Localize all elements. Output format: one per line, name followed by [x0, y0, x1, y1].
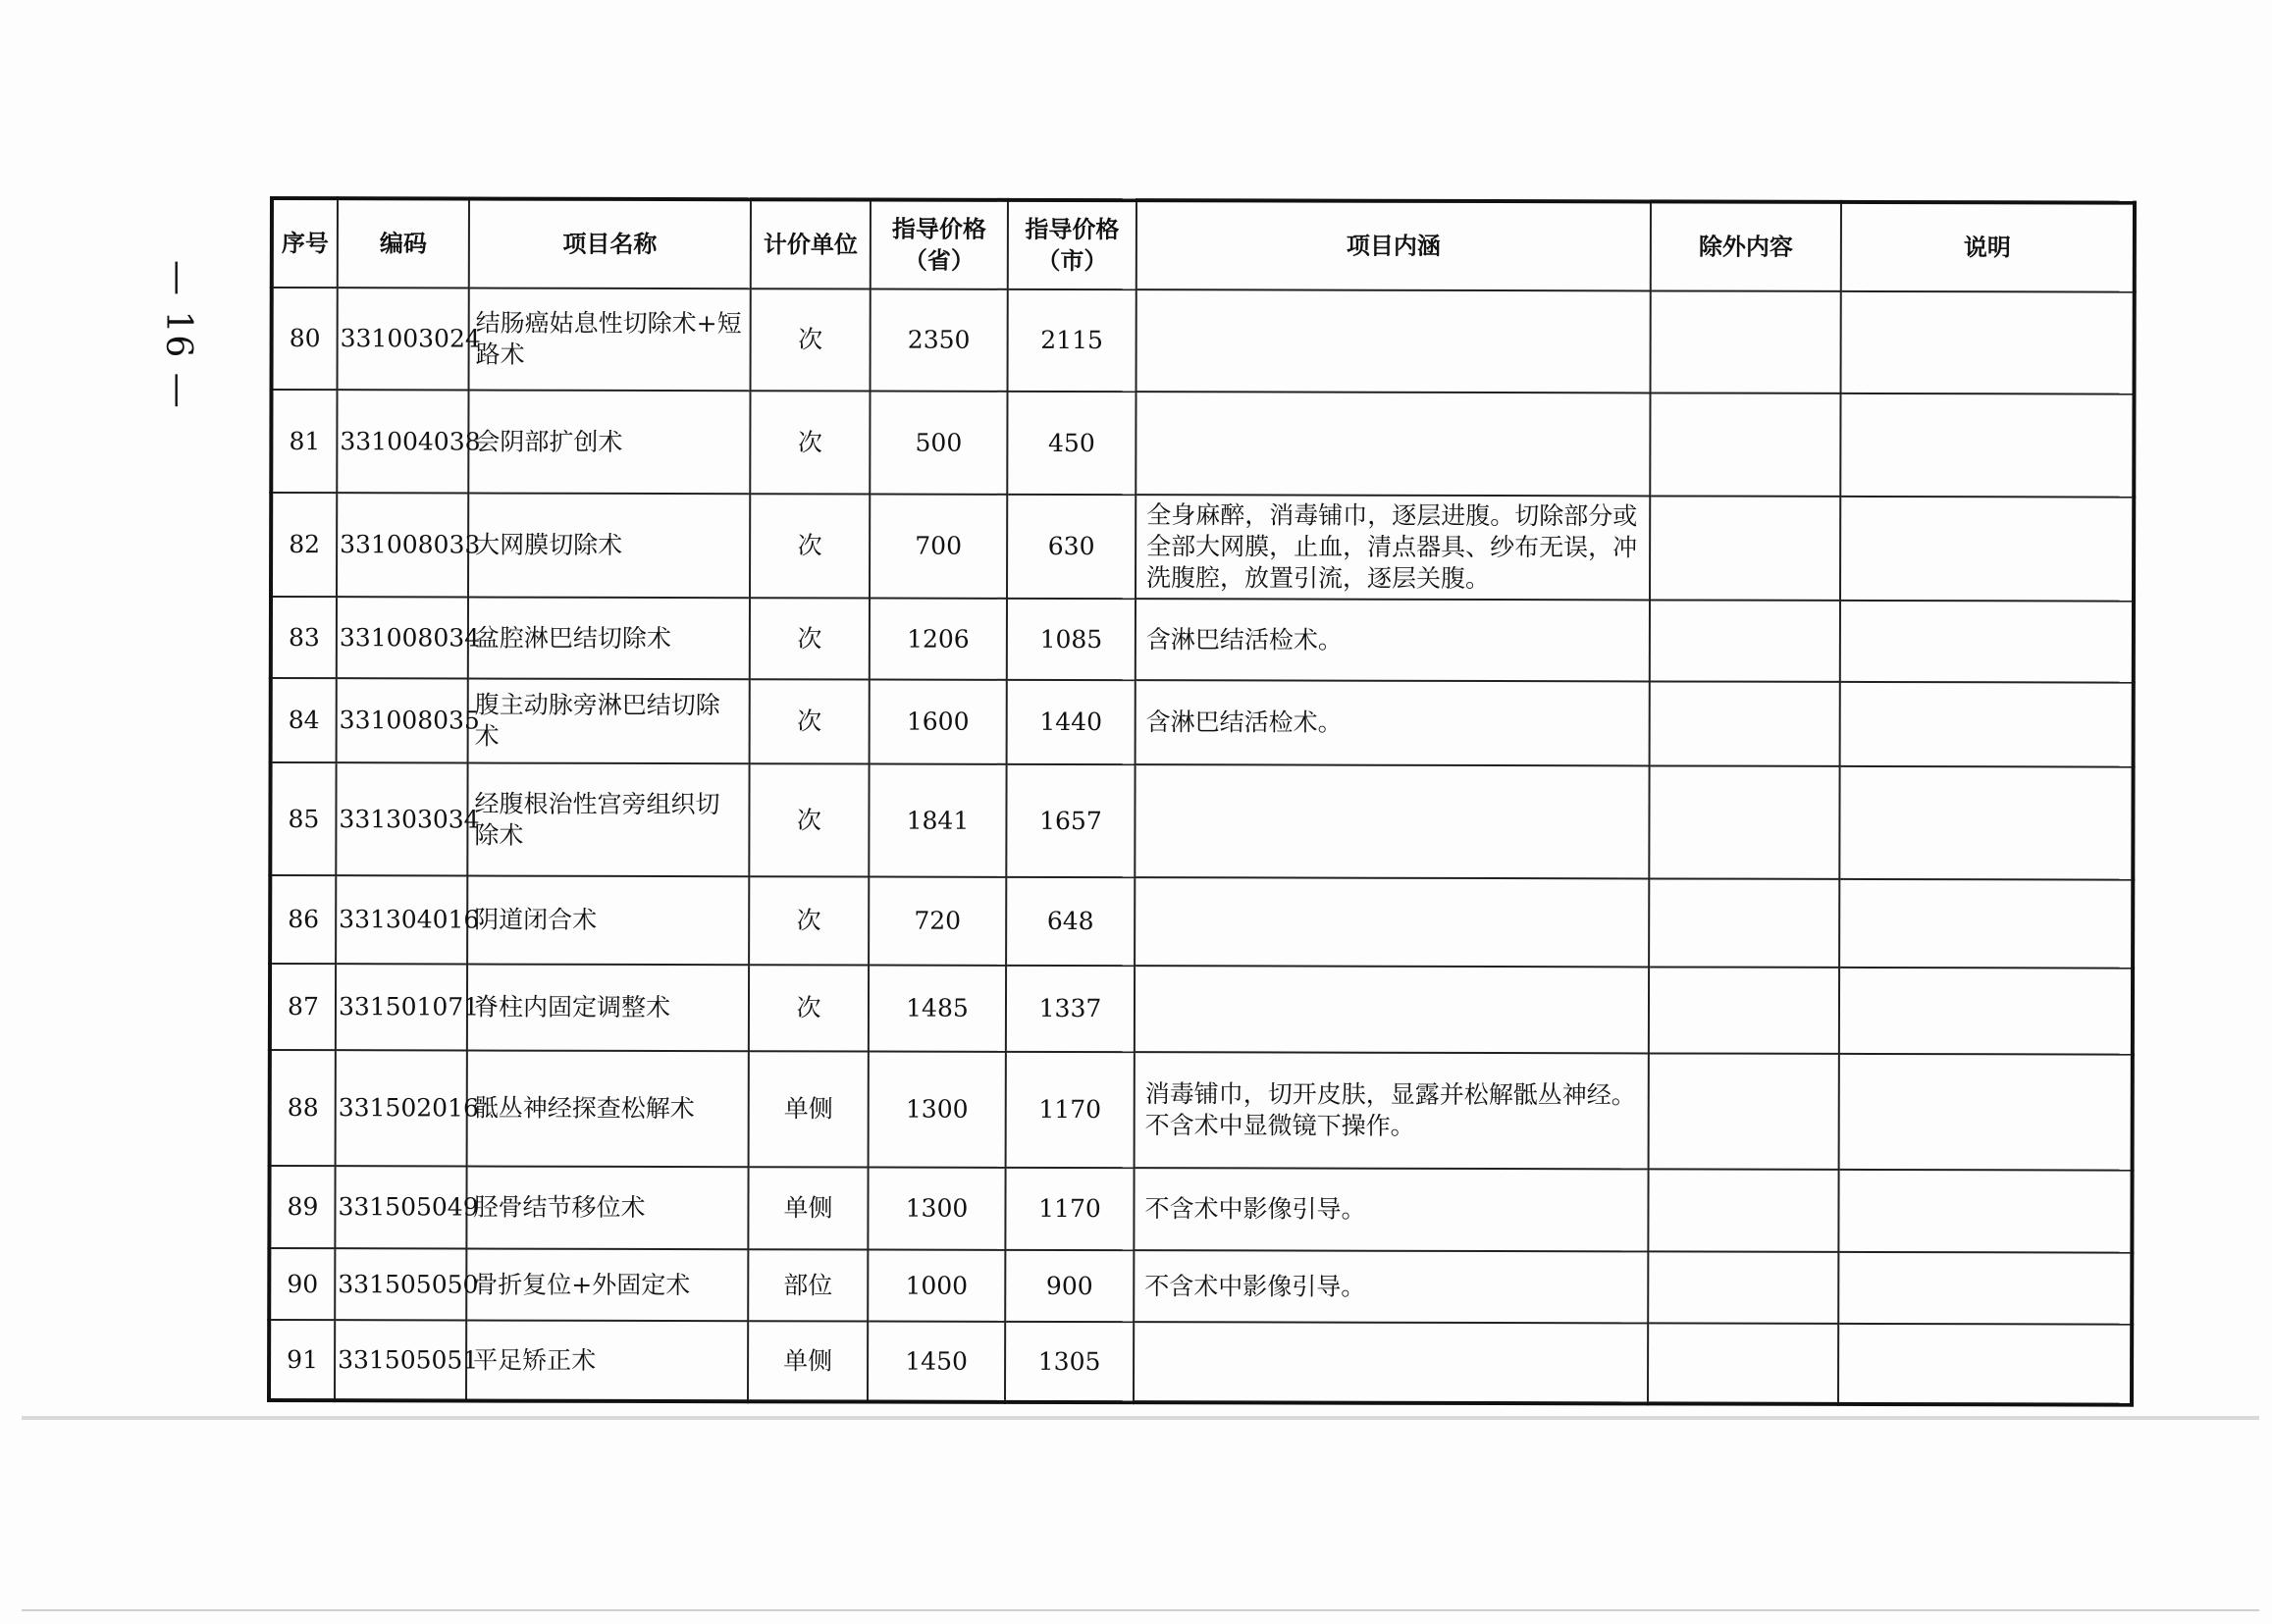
cell-name: 腹主动脉旁淋巴结切除术	[468, 678, 750, 763]
scan-divider	[22, 1416, 2259, 1420]
cell-price-city: 1305	[1005, 1322, 1134, 1402]
cell-notes	[1838, 1252, 2132, 1325]
cell-price-province: 700	[870, 494, 1007, 598]
cell-unit: 单侧	[748, 1167, 868, 1249]
cell-price-province: 1000	[868, 1249, 1005, 1321]
cell-seq: 81	[271, 390, 337, 493]
cell-price-city: 1337	[1006, 966, 1135, 1052]
cell-code: 331505051	[335, 1320, 466, 1400]
table-row	[271, 390, 2134, 498]
cell-code: 331003024	[338, 288, 469, 390]
cell-price-province: 2350	[871, 288, 1008, 391]
cell-notes	[1839, 879, 2133, 969]
cell-seq: 85	[270, 762, 336, 875]
table-row	[269, 1166, 2132, 1253]
cell-price-city: 1085	[1007, 599, 1136, 680]
cell-price-province: 1485	[869, 965, 1006, 1051]
cell-exclusions	[1650, 600, 1840, 681]
cell-code: 331008033	[337, 493, 468, 597]
cell-name: 盆腔淋巴结切除术	[468, 597, 750, 679]
cell-seq: 86	[270, 875, 336, 964]
cell-notes	[1840, 601, 2134, 683]
cell-code: 331004038	[337, 390, 468, 493]
cell-seq: 80	[272, 288, 338, 390]
cell-notes	[1839, 766, 2133, 880]
table-row	[270, 1050, 2133, 1171]
cell-seq: 87	[270, 964, 336, 1050]
cell-content: 含淋巴结活检术。	[1136, 599, 1650, 681]
cell-price-city: 648	[1006, 877, 1135, 966]
header-name: 项目名称	[469, 198, 751, 288]
cell-content	[1136, 392, 1650, 496]
cell-price-province: 1300	[868, 1167, 1005, 1249]
cell-price-province: 1841	[869, 763, 1006, 876]
cell-price-province: 1450	[868, 1321, 1005, 1401]
cell-exclusions	[1650, 681, 1840, 765]
cell-price-province: 1300	[869, 1051, 1006, 1167]
header-notes: 说明	[1841, 202, 2135, 292]
table-row	[272, 288, 2135, 394]
cell-price-city: 1170	[1005, 1168, 1134, 1250]
header-seq: 序号	[272, 198, 338, 288]
cell-code: 331502016	[336, 1050, 467, 1166]
cell-unit: 次	[750, 598, 870, 679]
cell-unit: 单侧	[749, 1051, 869, 1167]
cell-price-province: 1600	[870, 679, 1007, 763]
table-row	[269, 1320, 2132, 1405]
cell-name: 平足矫正术	[466, 1320, 748, 1401]
table-row	[271, 678, 2134, 767]
cell-code: 331303034	[336, 762, 467, 875]
cell-exclusions	[1648, 1323, 1838, 1403]
cell-seq: 82	[271, 493, 337, 597]
cell-unit: 次	[751, 288, 871, 391]
cell-content: 消毒铺巾，切开皮肤，显露并松解骶丛神经。不含术中显微镜下操作。	[1135, 1052, 1649, 1169]
cell-name: 大网膜切除术	[468, 493, 750, 598]
cell-exclusions	[1648, 1251, 1838, 1323]
cell-exclusions	[1649, 878, 1839, 967]
cell-seq: 89	[269, 1166, 335, 1248]
cell-content	[1135, 764, 1649, 878]
header-price-province: 指导价格（省）	[871, 199, 1008, 288]
cell-exclusions	[1651, 290, 1841, 393]
cell-notes	[1838, 1324, 2132, 1405]
cell-price-city: 900	[1005, 1250, 1134, 1322]
cell-exclusions	[1649, 765, 1839, 878]
cell-price-city: 1170	[1006, 1052, 1135, 1168]
table-row	[270, 762, 2133, 880]
cell-content: 不含术中影像引导。	[1134, 1168, 1648, 1251]
cell-seq: 83	[271, 597, 337, 678]
cell-unit: 次	[750, 494, 870, 598]
header-unit: 计价单位	[751, 199, 871, 288]
cell-notes	[1839, 1054, 2133, 1171]
cell-seq: 88	[270, 1050, 336, 1166]
cell-unit: 次	[749, 763, 869, 876]
cell-unit: 次	[749, 876, 869, 965]
cell-notes	[1841, 291, 2135, 394]
cell-content	[1136, 289, 1651, 393]
cell-content	[1134, 1322, 1648, 1403]
cell-price-province: 720	[869, 876, 1006, 965]
cell-price-province: 1206	[870, 598, 1007, 679]
header-content: 项目内涵	[1136, 200, 1651, 290]
cell-name: 骨折复位+外固定术	[466, 1248, 748, 1321]
cell-exclusions	[1650, 496, 1840, 600]
page-number: — 16 —	[158, 260, 198, 410]
table-row	[270, 964, 2133, 1055]
cell-name: 会阴部扩创术	[468, 390, 750, 494]
cell-content: 全身麻醉，消毒铺巾，逐层进腹。切除部分或全部大网膜，止血，清点器具、纱布无误，冲洗腹腔，放置引流，逐层关腹。	[1136, 495, 1650, 600]
cell-exclusions	[1650, 393, 1840, 496]
header-price-city: 指导价格（市）	[1008, 200, 1136, 289]
cell-code: 331501071	[336, 964, 467, 1050]
table-row	[270, 875, 2133, 969]
cell-unit: 单侧	[748, 1321, 868, 1401]
cell-price-city: 1440	[1007, 680, 1136, 764]
cell-code: 331304016	[336, 875, 467, 964]
cell-exclusions	[1649, 967, 1839, 1053]
cell-notes	[1839, 968, 2133, 1055]
cell-content	[1135, 877, 1649, 967]
cell-content: 含淋巴结活检术。	[1136, 680, 1650, 765]
cell-name: 经腹根治性宫旁组织切除术	[467, 762, 749, 876]
cell-price-city: 630	[1007, 495, 1136, 599]
cell-name: 胫骨结节移位术	[466, 1166, 748, 1249]
cell-content: 不含术中影像引导。	[1134, 1250, 1648, 1323]
cell-notes	[1840, 682, 2134, 767]
cell-name: 骶丛神经探查松解术	[467, 1050, 749, 1167]
table-row	[269, 1248, 2132, 1325]
table-header-row	[272, 198, 2135, 292]
cell-exclusions	[1649, 1053, 1839, 1169]
scan-edge	[22, 1609, 2259, 1611]
cell-code: 331505049	[335, 1166, 466, 1248]
cell-price-city: 1657	[1006, 764, 1135, 877]
cell-exclusions	[1648, 1169, 1838, 1251]
header-code: 编码	[338, 198, 469, 288]
cell-unit: 部位	[748, 1249, 868, 1321]
cell-price-city: 450	[1007, 392, 1136, 495]
cell-notes	[1838, 1170, 2132, 1253]
cell-unit: 次	[750, 679, 870, 763]
cell-code: 331008034	[337, 597, 468, 678]
cell-price-province: 500	[870, 391, 1007, 494]
header-exclusions: 除外内容	[1651, 201, 1841, 290]
cell-name: 阴道闭合术	[467, 875, 749, 965]
cell-unit: 次	[749, 965, 869, 1051]
cell-price-city: 2115	[1008, 289, 1136, 392]
cell-seq: 90	[269, 1248, 335, 1320]
cell-seq: 84	[271, 678, 337, 762]
cell-notes	[1840, 393, 2134, 498]
table-row	[271, 597, 2134, 683]
cell-name: 结肠癌姑息性切除术+短路术	[469, 288, 751, 391]
cell-seq: 91	[269, 1320, 335, 1400]
cell-content	[1135, 966, 1649, 1053]
table-row	[271, 493, 2134, 602]
cell-notes	[1840, 497, 2134, 602]
cell-name: 脊柱内固定调整术	[467, 964, 749, 1051]
cell-code: 331008035	[337, 678, 468, 762]
cell-unit: 次	[750, 391, 870, 494]
cell-code: 331505050	[335, 1248, 466, 1320]
price-table	[267, 196, 2137, 1407]
